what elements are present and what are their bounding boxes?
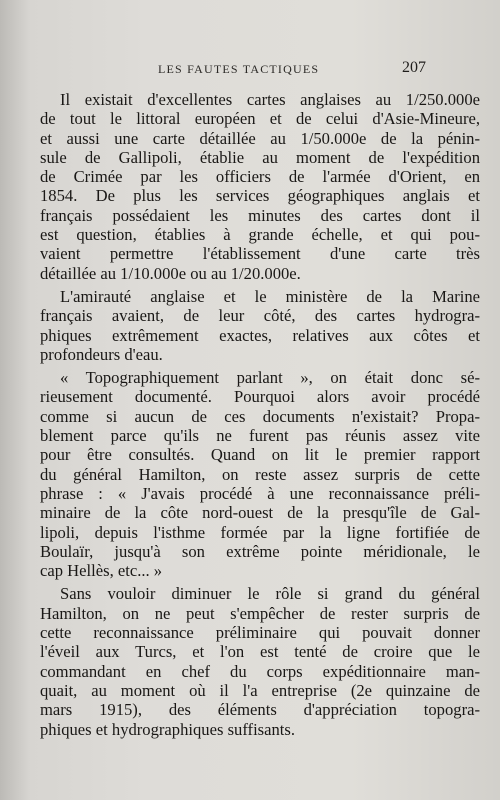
text-line: sule de Gallipoli, établie au moment de l'expédition [40, 147, 480, 167]
text-line: commandant en chef du corps expéditionnaire man- [40, 661, 480, 681]
text-line: phrase : « J'avais procédé à une reconnaissance préli- [40, 483, 480, 503]
text-line: rieusement documenté. Pourquoi alors avoir procédé [40, 387, 480, 407]
paragraph [40, 90, 480, 283]
text-line: français avaient, de leur côté, des cartes hydrogra- [40, 306, 480, 326]
text-line: de tout le littoral européen et de celui d'Asie-Mineure, [40, 109, 480, 129]
text-line: cette reconnaissance préliminaire qui pouvait donner [40, 623, 480, 643]
paragraph [40, 584, 480, 738]
text-line: Boulaïr, jusqu'à son extrême pointe méridionale, le [40, 541, 480, 561]
text-line: mars 1915), des éléments d'appréciation topogra- [40, 700, 480, 720]
page-number: 207 [402, 59, 426, 76]
text-line: 1854. De plus les services géographiques anglais et [40, 186, 480, 206]
text-line: Il existait d'excellentes cartes anglaises au 1/250.000e [60, 90, 480, 109]
text-line: minaire de la côte nord-ouest de la presqu'île de Gal- [40, 503, 480, 523]
text-line: phiques et hydrographiques suffisants. [40, 719, 296, 739]
text-line: lipoli, depuis l'isthme formée par la ligne fortifiée de [40, 522, 480, 542]
text-line: profondeurs d'eau. [40, 344, 163, 364]
text-line: comme si aucun de ces documents n'existait? Propa- [40, 406, 480, 426]
text-line: Hamilton, on ne peut s'empêcher de rester surpris de [40, 603, 480, 623]
text-line: cap Hellès, etc... » [40, 561, 163, 581]
paragraph [40, 368, 480, 580]
text-line: vaient permettre l'établissement d'une carte très [40, 244, 480, 264]
text-line: blement parce qu'ils ne furent pas réunis assez vite [40, 426, 480, 446]
running-title: LES FAUTES TACTIQUES [158, 62, 320, 76]
text-line: et aussi une carte détaillée au 1/50.000e de la pénin- [40, 128, 480, 148]
text-line: Sans vouloir diminuer le rôle si grand du général [60, 584, 480, 604]
body-text [40, 90, 480, 743]
text-line: pour être consultés. Quand on lit le premier rapport [40, 445, 480, 465]
text-line: du général Hamilton, on reste assez surpris de cette [40, 464, 480, 484]
text-line: phiques extrêmement exactes, relatives aux côtes et [40, 325, 480, 345]
text-line: « Topographiquement parlant », on était donc sé- [60, 368, 480, 388]
text-line: L'amirauté anglaise et le ministère de la Marine [60, 286, 480, 306]
text-line: est question, établies à grande échelle, et qui pou- [40, 225, 480, 245]
running-header [0, 58, 500, 80]
text-line: français possédaient les minutes des cartes dont il [40, 205, 480, 225]
paragraph [40, 287, 480, 364]
text-line: de Crimée par les officiers de l'armée d'Orient, en [40, 167, 480, 187]
text-line: quait, au moment où il l'a entreprise (2e quinzaine de [40, 680, 480, 700]
text-line: l'éveil aux Turcs, et l'on est tenté de croire que le [40, 642, 480, 662]
text-line: détaillée au 1/10.000e ou au 1/20.000e. [40, 263, 301, 283]
